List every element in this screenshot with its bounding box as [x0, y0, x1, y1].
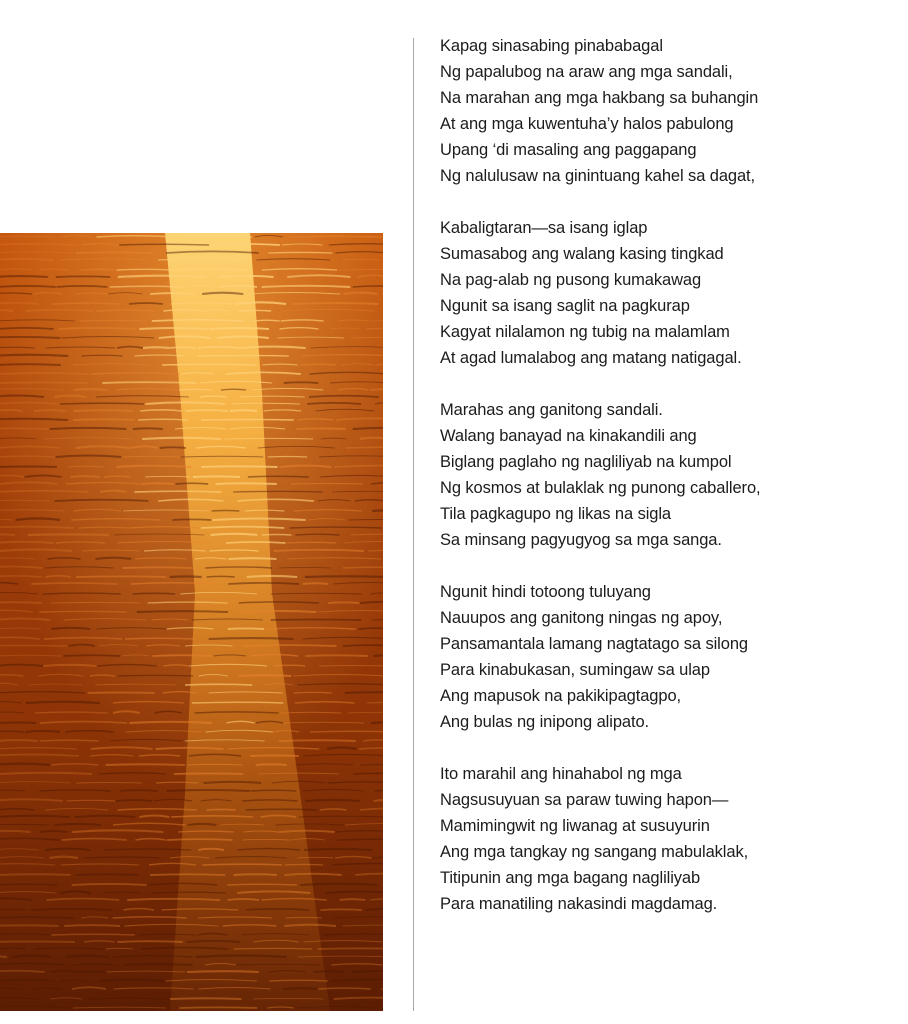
wave-ripple	[340, 899, 366, 900]
wave-ripple	[118, 675, 193, 676]
wave-ripple	[305, 800, 360, 801]
wave-ripple	[76, 252, 153, 253]
wave-ripple	[143, 347, 169, 348]
wave-ripple	[201, 420, 294, 421]
wave-ripple	[320, 909, 361, 910]
wave-ripple	[180, 236, 252, 237]
wave-ripple	[248, 476, 309, 477]
wave-ripple	[141, 483, 174, 484]
wave-ripple	[70, 476, 100, 477]
wave-ripple	[129, 303, 163, 304]
wave-ripple	[0, 534, 15, 535]
wave-ripple	[116, 800, 153, 801]
wave-ripple	[212, 510, 240, 511]
wave-ripple	[179, 389, 212, 390]
wave-ripple	[228, 899, 259, 900]
column-divider	[413, 38, 414, 1011]
wave-ripple	[360, 764, 383, 765]
poem-line: Kagyat nilalamon ng tubig na malamlam	[440, 323, 730, 341]
wave-ripple	[290, 236, 382, 237]
wave-ripple	[56, 276, 110, 277]
wave-ripple	[118, 941, 183, 942]
wave-ripple	[286, 917, 322, 918]
wave-ripple	[63, 655, 120, 656]
wave-ripple	[346, 447, 383, 448]
wave-ripple	[353, 773, 383, 774]
wave-ripple	[360, 602, 383, 603]
wave-ripple	[50, 428, 127, 429]
wave-ripple	[234, 874, 277, 875]
wave-ripple	[370, 389, 383, 390]
poem-line: Nagsusuyuan sa paraw tuwing hapon—	[440, 791, 729, 809]
poem-line: At agad lumalabog ang matang natigagal.	[440, 349, 742, 367]
wave-ripple	[310, 731, 383, 732]
wave-ripple	[314, 971, 344, 972]
wave-ripple	[129, 722, 212, 723]
wave-ripple	[358, 628, 383, 629]
poem-line: Ngunit sa isang saglit na pagkurap	[440, 297, 690, 315]
poem-line: Biglang paglaho ng nagliliyab na kumpol	[440, 453, 732, 471]
wave-ripple	[303, 583, 328, 584]
poem-line: Nauupos ang ganitong ningas ng apoy,	[440, 609, 723, 627]
poem-line: Tila pagkagupo ng likas na sigla	[440, 505, 672, 523]
wave-ripple	[81, 269, 116, 270]
wave-ripple	[0, 740, 38, 741]
wave-ripple	[0, 383, 88, 384]
wave-ripple	[0, 824, 49, 825]
wave-ripple	[305, 576, 383, 577]
wave-ripple	[279, 740, 356, 741]
wave-ripple	[250, 755, 299, 756]
wave-ripple	[0, 410, 23, 411]
wave-ripple	[268, 252, 332, 253]
wave-ripple	[0, 956, 7, 957]
poem-stanza	[440, 215, 900, 371]
wave-ripple	[167, 790, 251, 791]
wave-ripple	[269, 980, 327, 981]
wave-ripple	[25, 731, 60, 732]
wave-ripple	[72, 884, 147, 885]
wave-ripple	[170, 998, 242, 999]
poem-line: Na pag-alab ng pusong kumakawag	[440, 271, 702, 289]
poem-line: Ang mga tangkay ng sangang mabulaklak,	[440, 843, 749, 861]
wave-ripple	[0, 925, 59, 926]
wave-ripple	[79, 320, 147, 321]
poem-line: Kapag sinasabing pinababagal	[440, 37, 663, 55]
wave-ripple	[247, 576, 297, 577]
wave-ripple	[0, 731, 24, 732]
wave-ripple	[76, 783, 142, 784]
poem-line: Ngunit hindi totoong tuluyang	[440, 583, 651, 601]
wave-ripple	[186, 410, 228, 411]
wave-ripple	[345, 692, 383, 693]
wave-ripple	[192, 702, 283, 703]
wave-ripple	[26, 702, 100, 703]
wave-ripple	[119, 244, 209, 245]
wave-ripple	[343, 567, 383, 568]
wave-ripple	[328, 602, 360, 603]
wave-ripple	[287, 542, 336, 543]
poem-line: Ang mapusok na pakikipagtagpo,	[440, 687, 682, 705]
wave-ripple	[60, 403, 144, 404]
wave-ripple	[0, 942, 75, 943]
wave-ripple	[187, 941, 241, 942]
wave-ripple	[209, 638, 294, 639]
wave-ripple	[207, 576, 235, 577]
wave-ripple	[0, 917, 74, 918]
wave-ripple	[34, 410, 66, 411]
wave-ripple	[88, 693, 155, 694]
wave-ripple	[284, 864, 323, 865]
wave-ripple	[153, 655, 213, 656]
wave-ripple	[138, 419, 188, 420]
wave-ripple	[366, 328, 383, 329]
poem-line: Ng kosmos at bulaklak ng punong caballero,	[440, 479, 761, 497]
wave-ripple	[274, 665, 305, 666]
wave-ripple	[117, 269, 170, 270]
wave-ripple	[74, 410, 133, 411]
poem-line: Walang banayad na kinakandili ang	[440, 427, 697, 445]
wave-ripple	[233, 491, 322, 492]
sunset-sea-photo	[0, 233, 383, 1011]
wave-ripple	[268, 457, 307, 458]
wave-ripple	[59, 980, 86, 981]
wave-ripple	[197, 356, 288, 357]
wave-ripple	[0, 874, 71, 875]
wave-ripple	[243, 645, 337, 646]
wave-ripple	[0, 355, 68, 356]
wave-ripple	[185, 684, 252, 685]
wave-ripple	[338, 269, 383, 270]
poem-line: Ng papalubog na araw ang mga sandali,	[440, 63, 733, 81]
poem-line: Mamimingwit ng liwanag at susuyurin	[440, 817, 710, 835]
wave-ripple	[300, 364, 335, 365]
wave-ripple	[251, 790, 296, 791]
wave-ripple	[120, 790, 158, 791]
poem-line: Sa minsang pagyugyog sa mga sanga.	[440, 531, 722, 549]
poem-text	[440, 33, 900, 943]
poem-line: Upang ‘di masaling ang paggapang	[440, 141, 697, 159]
wave-ripple	[0, 236, 54, 237]
wave-ripple	[170, 347, 197, 348]
wave-ripple	[125, 638, 196, 639]
wave-ripple	[51, 602, 140, 603]
poem-line: Pansamantala lamang nagtatago sa silong	[440, 635, 748, 653]
wave-ripple	[0, 723, 36, 724]
wave-ripple	[39, 611, 126, 612]
wave-ripple	[40, 831, 67, 832]
wave-ripple	[293, 303, 379, 304]
wave-ripple	[0, 310, 14, 311]
wave-ripple	[133, 428, 163, 429]
poem-line: Sumasabog ang walang kasing tingkad	[440, 245, 724, 263]
wave-ripple	[283, 988, 317, 989]
wave-ripple	[318, 948, 383, 949]
wave-ripple	[0, 645, 67, 646]
wave-ripple	[67, 800, 115, 801]
wave-ripple	[43, 665, 96, 666]
wave-ripple	[291, 484, 363, 485]
poem-line: At ang mga kuwentuha’y halos pabulong	[440, 115, 734, 133]
wave-ripple	[187, 971, 259, 972]
wave-ripple	[202, 864, 282, 865]
wave-ripple	[0, 259, 53, 260]
wave-ripple	[123, 567, 193, 568]
wave-ripple	[76, 576, 166, 577]
wave-ripple	[256, 764, 287, 765]
wave-ripple	[0, 373, 89, 374]
wave-ripple	[352, 971, 384, 972]
wave-ripple	[31, 583, 117, 584]
wave-ripple	[0, 337, 60, 338]
wave-ripple	[110, 286, 182, 287]
wave-ripple	[207, 809, 236, 810]
poem-line: Ito marahil ang hinahabol ng mga	[440, 765, 682, 783]
wave-ripple	[229, 558, 277, 559]
sea-water-illustration	[0, 233, 383, 1011]
wave-ripple	[337, 839, 383, 840]
wave-ripple	[371, 722, 383, 723]
wave-ripple	[150, 293, 195, 294]
wave-ripple	[28, 534, 110, 535]
wave-ripple	[167, 839, 233, 840]
wave-ripple	[226, 542, 285, 543]
wave-ripple	[102, 382, 196, 383]
poem-stanza	[440, 579, 900, 735]
wave-ripple	[381, 988, 383, 989]
wave-ripple	[188, 824, 217, 825]
wave-ripple	[319, 665, 383, 666]
wave-ripple	[305, 655, 368, 656]
poem-line: Na marahan ang mga hakbang sa buhangin	[440, 89, 759, 107]
wave-ripple	[52, 934, 135, 935]
wave-ripple	[176, 483, 209, 484]
wave-ripple	[0, 467, 57, 468]
wave-ripple	[137, 611, 228, 612]
wave-ripple	[74, 389, 107, 390]
wave-ripple	[140, 328, 208, 329]
wave-ripple	[179, 1007, 257, 1008]
wave-ripple	[78, 972, 105, 973]
wave-ripple	[160, 447, 186, 448]
poem-line: Kabaligtaran—sa isang iglap	[440, 219, 648, 237]
wave-ripple	[76, 874, 138, 875]
poem-stanza	[440, 33, 900, 189]
wave-ripple	[0, 276, 48, 277]
wave-ripple	[150, 874, 225, 875]
wave-ripple	[193, 476, 240, 477]
wave-ripple	[73, 419, 135, 420]
wave-ripple	[82, 355, 123, 356]
poem-stanza	[440, 397, 900, 553]
wave-ripple	[230, 410, 257, 411]
wave-ripple	[234, 948, 313, 949]
poem-line: Ng nalulusaw na ginintuang kahel sa dagat,	[440, 167, 756, 185]
wave-ripple	[372, 510, 383, 511]
wave-ripple	[228, 628, 264, 629]
poem-line: Marahas ang ganitong sandali.	[440, 401, 663, 419]
wave-ripple	[174, 773, 243, 774]
wave-ripple	[40, 740, 99, 741]
wave-ripple	[53, 303, 121, 304]
poem-stanza	[440, 761, 900, 917]
wave-ripple	[64, 925, 120, 926]
wave-ripple	[209, 328, 269, 329]
wave-ripple	[162, 364, 256, 365]
wave-ripple	[219, 276, 273, 277]
wave-ripple	[367, 702, 383, 703]
wave-ripple	[353, 428, 383, 429]
wave-ripple	[351, 337, 384, 338]
wave-ripple	[55, 824, 101, 825]
wave-ripple	[239, 310, 271, 311]
wave-ripple	[296, 534, 340, 535]
wave-ripple	[304, 849, 372, 850]
wave-ripple	[216, 483, 277, 484]
wave-ripple	[0, 428, 48, 429]
wave-ripple	[227, 884, 297, 885]
wave-ripple	[359, 748, 383, 749]
wave-ripple	[106, 764, 185, 765]
wave-ripple	[201, 466, 277, 467]
poem-line: Titipunin ang mga bagang nagliliyab	[440, 869, 701, 887]
wave-ripple	[343, 645, 383, 646]
wave-ripple	[239, 675, 292, 676]
wave-ripple	[173, 519, 212, 520]
wave-ripple	[124, 964, 193, 965]
wave-ripple	[375, 790, 383, 791]
wave-ripple	[0, 364, 61, 365]
poem-line: Para manatiling nakasindi magdamag.	[440, 895, 718, 913]
wave-ripple	[296, 429, 345, 430]
wave-ripple	[318, 988, 370, 989]
wave-ripple	[135, 491, 222, 492]
poem-line: Para kinabukasan, sumingaw sa ulap	[440, 661, 710, 679]
poem-line: Ang bulas ng inipong alipato.	[440, 713, 650, 731]
wave-ripple	[0, 602, 42, 603]
wave-ripple	[349, 520, 383, 521]
wave-ripple	[284, 382, 318, 383]
wave-ripple	[246, 809, 317, 810]
wave-ripple	[0, 831, 31, 832]
wave-ripple	[294, 692, 332, 693]
wave-ripple	[59, 328, 136, 329]
wave-ripple	[133, 593, 176, 594]
wave-ripple	[382, 293, 383, 294]
wave-ripple	[262, 534, 292, 535]
wave-ripple	[241, 611, 316, 612]
wave-ripple	[0, 286, 56, 287]
wave-ripple	[271, 620, 362, 621]
wave-ripple	[170, 576, 202, 577]
